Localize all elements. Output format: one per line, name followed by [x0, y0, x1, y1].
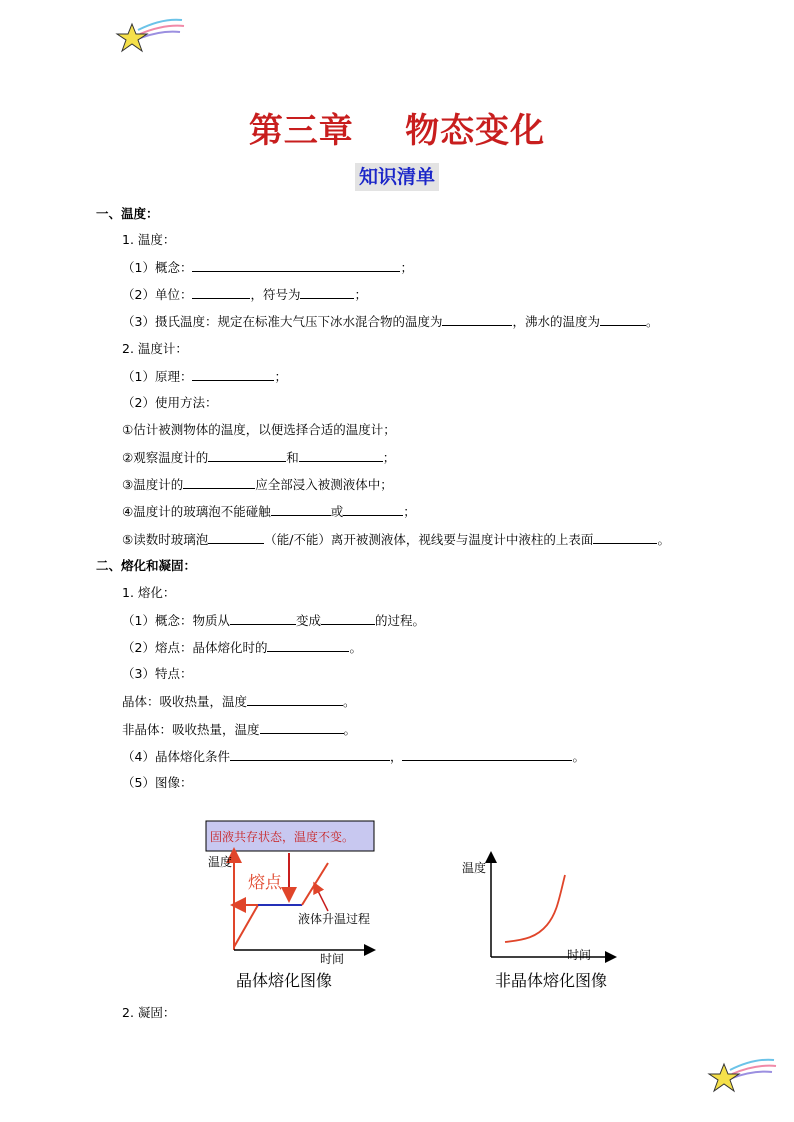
- shooting-star-icon: [706, 1056, 778, 1098]
- text-line: （4）晶体熔化条件 ， 。: [122, 749, 585, 764]
- fill-blank: [271, 502, 331, 516]
- text-line: （5）图像：: [122, 775, 193, 790]
- text-line: （1）概念：物质从 变成 的过程。: [122, 613, 425, 628]
- fill-blank: [299, 448, 383, 462]
- text-line: （1）概念： ；: [122, 260, 413, 275]
- y-axis-label: 温度: [208, 855, 233, 869]
- fill-blank: [600, 312, 646, 326]
- fill-blank: [230, 747, 390, 761]
- fill-blank: [343, 502, 403, 516]
- subsection-heading: 1. 熔化：: [122, 585, 176, 600]
- temperature-curve: [505, 875, 565, 942]
- text-line: （1）原理： ；: [122, 369, 287, 384]
- melting-point-label: 熔点: [248, 873, 282, 893]
- solid-heating-line: [234, 905, 258, 947]
- section-heading: 二、熔化和凝固：: [96, 558, 197, 573]
- text-line: （2）熔点：晶体熔化时的 。: [122, 640, 362, 655]
- crystal-melting-figure: [200, 815, 390, 995]
- fill-blank: [321, 611, 375, 625]
- subsection-heading: 2. 温度计：: [122, 341, 188, 356]
- liquid-heating-line: [302, 863, 328, 905]
- text-line: ④温度计的玻璃泡不能碰触 或 ；: [122, 504, 416, 519]
- text-line: ⑤读数时玻璃泡 （能/不能）离开被测液体，视线要与温度计中液柱的上表面 。: [122, 532, 670, 547]
- text-line: ①估计被测物体的温度，以便选择合适的温度计；: [122, 422, 396, 437]
- figure-caption: 非晶体熔化图像: [495, 971, 608, 990]
- x-axis-label: 时间: [567, 948, 592, 962]
- fill-blank: [192, 258, 400, 272]
- subsection-heading: 2. 凝固：: [122, 1005, 176, 1020]
- text-line: ②观察温度计的 和 ；: [122, 450, 396, 465]
- fill-blank: [300, 285, 354, 299]
- liquid-heating-label: 液体升温过程: [298, 912, 371, 926]
- fill-blank: [402, 747, 572, 761]
- page-title: 第三章 物态变化: [248, 111, 546, 151]
- text-line: （2）使用方法：: [122, 395, 218, 410]
- fill-blank: [208, 448, 286, 462]
- annotation-box-text: 固液共存状态，温度不变。: [210, 830, 355, 844]
- fill-blank: [230, 611, 296, 625]
- liquid-pointer-arrow: [316, 887, 328, 911]
- fill-blank: [247, 692, 343, 706]
- y-axis-label: 温度: [462, 861, 487, 875]
- figure-caption: 晶体熔化图像: [236, 971, 333, 990]
- fill-blank: [192, 367, 274, 381]
- fill-blank: [260, 720, 344, 734]
- page-subtitle: 知识清单: [355, 163, 439, 191]
- text-line: ③温度计的 应全部浸入被测液体中；: [122, 477, 393, 492]
- text-line: （2）单位： ，符号为 ；: [122, 287, 367, 302]
- fill-blank: [442, 312, 512, 326]
- fill-blank: [208, 530, 264, 544]
- fill-blank: [267, 638, 349, 652]
- section-heading: 一、温度：: [96, 206, 159, 221]
- fill-blank: [183, 475, 255, 489]
- text-line: 非晶体：吸收热量，温度 。: [122, 722, 357, 737]
- fill-blank: [593, 530, 657, 544]
- fill-blank: [192, 285, 250, 299]
- shooting-star-icon: [114, 16, 186, 58]
- text-line: （3）特点：: [122, 666, 193, 681]
- x-axis-label: 时间: [320, 952, 345, 966]
- subsection-heading: 1. 温度：: [122, 232, 176, 247]
- text-line: （3）摄氏温度：规定在标准大气压下冰水混合物的温度为 ，沸水的温度为 。: [122, 314, 659, 329]
- noncrystal-melting-figure: [455, 845, 625, 995]
- text-line: 晶体：吸收热量，温度 。: [122, 694, 356, 709]
